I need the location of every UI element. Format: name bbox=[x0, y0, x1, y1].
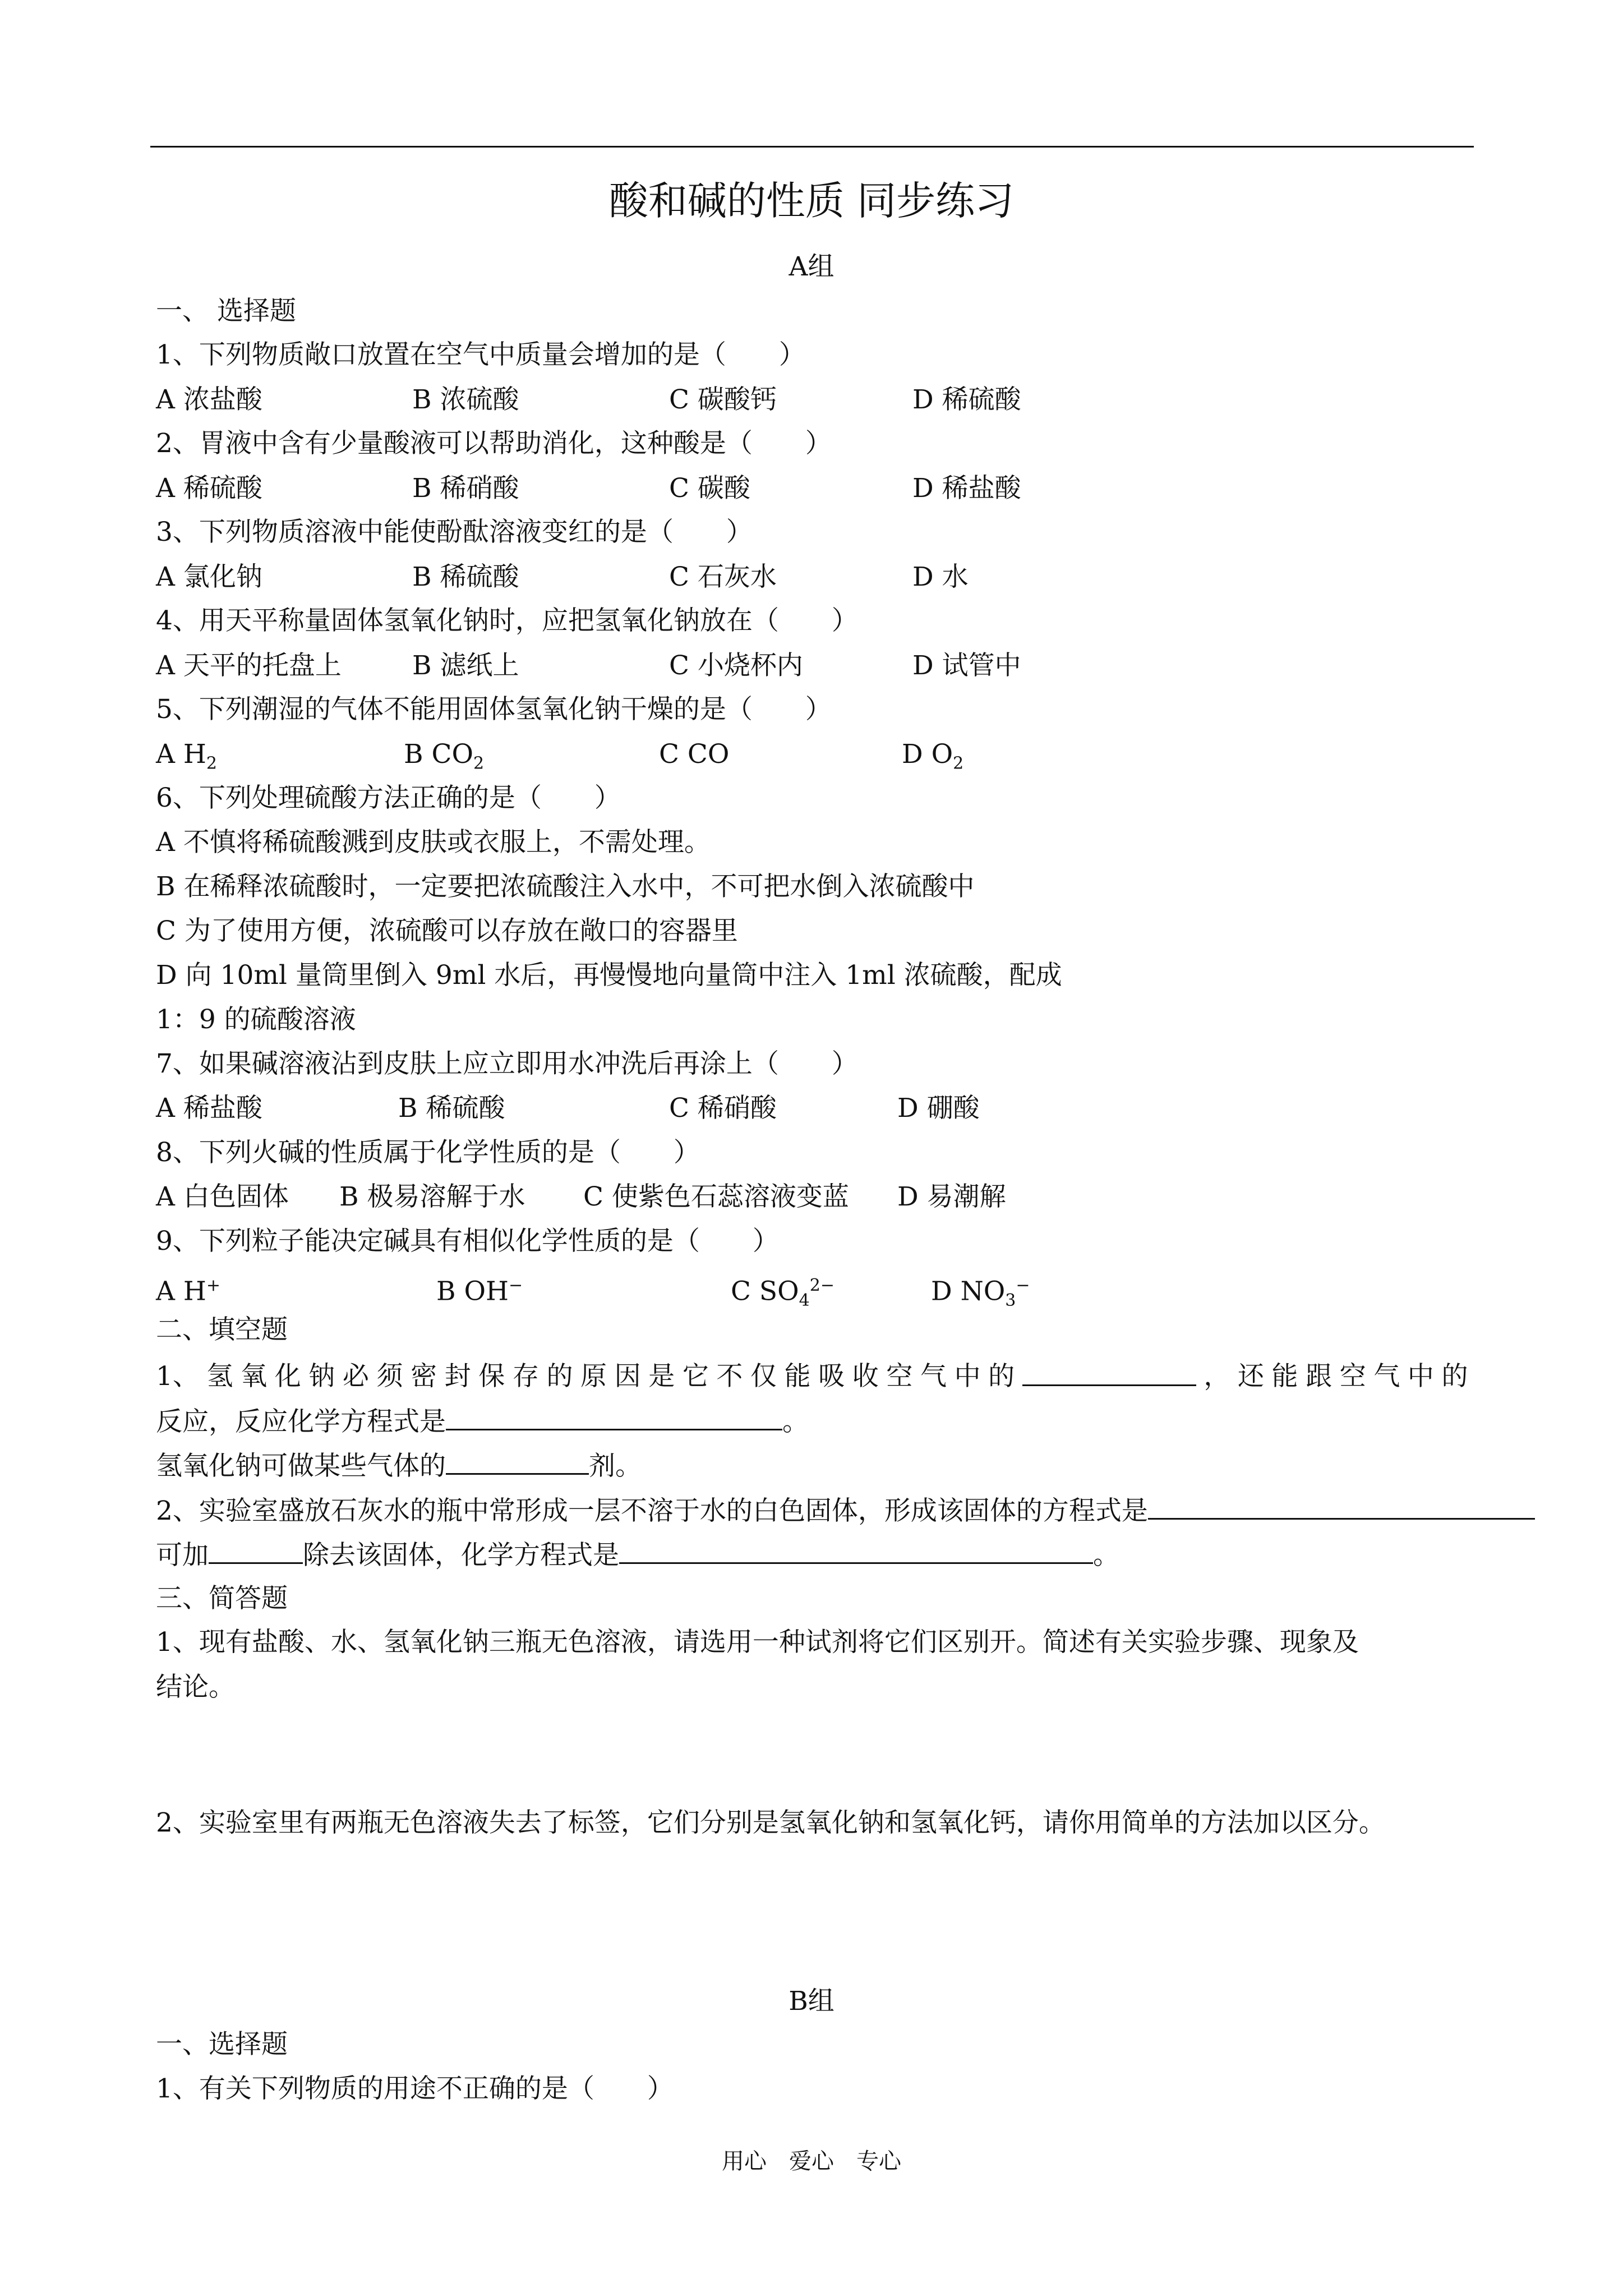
q3-option-c: C 石灰水 bbox=[669, 562, 777, 592]
section-short-answer-heading: 三、简答题 bbox=[156, 1583, 288, 1614]
q8-option-a: A 白色固体 bbox=[156, 1181, 289, 1212]
q3-option-a: A 氯化钠 bbox=[156, 562, 262, 592]
question-1: 1、下列物质敞口放置在空气中质量会增加的是（ ） bbox=[156, 339, 805, 370]
q6-option-b: B 在稀释浓硫酸时，一定要把浓硫酸注入水中，不可把水倒入浓硫酸中 bbox=[156, 871, 975, 902]
q4-option-a: A 天平的托盘上 bbox=[156, 650, 342, 681]
fill-1-blank-3[interactable] bbox=[446, 1448, 589, 1475]
section-fill-heading: 二、填空题 bbox=[156, 1314, 288, 1345]
fill-2-blank-3[interactable] bbox=[619, 1538, 1093, 1564]
fill-2-blank-1[interactable] bbox=[1148, 1493, 1535, 1520]
question-9: 9、下列粒子能决定碱具有相似化学性质的是（ ） bbox=[156, 1226, 779, 1257]
fill-2-line-2: 可加 除去该固体，化学方程式是 。 bbox=[156, 1538, 1119, 1572]
q7-option-d: D 硼酸 bbox=[897, 1093, 980, 1124]
q8-option-d: D 易潮解 bbox=[897, 1181, 1006, 1212]
q2-option-d: D 稀盐酸 bbox=[912, 473, 1021, 504]
section-choice-heading: 一、 选择题 bbox=[156, 296, 296, 326]
fill-1-blank-2[interactable] bbox=[446, 1404, 782, 1430]
q3-option-b: B 稀硫酸 bbox=[412, 562, 519, 592]
q2-option-b: B 稀硝酸 bbox=[412, 473, 519, 504]
q5-option-b: B $CO_2$ bbox=[404, 739, 485, 774]
q9-option-d: D $NO_3^-$ bbox=[931, 1276, 1030, 1311]
q8-option-c: C 使紫色石蕊溶液变蓝 bbox=[583, 1181, 849, 1212]
page-footer: 用心 爱心 专心 bbox=[722, 2148, 901, 2174]
b-section-choice-heading: 一、选择题 bbox=[156, 2029, 288, 2060]
page-title: 酸和碱的性质 同步练习 bbox=[608, 178, 1015, 224]
question-4: 4、用天平称量固体氢氧化钠时，应把氢氧化钠放在（ ） bbox=[156, 605, 858, 636]
q6-option-a: A 不慎将稀硫酸溅到皮肤或衣服上，不需处理。 bbox=[156, 827, 711, 858]
fill-1-line-2: 反应，反应化学方程式是 。 bbox=[156, 1404, 809, 1439]
question-3: 3、下列物质溶液中能使酚酞溶液变红的是（ ） bbox=[156, 517, 753, 547]
question-8: 8、下列火碱的性质属于化学性质的是（ ） bbox=[156, 1137, 700, 1168]
question-2: 2、胃液中含有少量酸液可以帮助消化，这种酸是（ ） bbox=[156, 428, 832, 459]
question-5: 5、下列潮湿的气体不能用固体氢氧化钠干燥的是（ ） bbox=[156, 694, 832, 725]
q5-option-a: A $H_2$ bbox=[156, 739, 217, 774]
short-answer-2: 2、实验室里有两瓶无色溶液失去了标签，它们分别是氢氧化钠和氢氧化钙，请你用简单的方法加以区分。 bbox=[156, 1807, 1385, 1838]
short-answer-1-line-1: 1、现有盐酸、水、氢氧化钠三瓶无色溶液，请选用一种试剂将它们区别开。简述有关实验步骤、现象及 bbox=[156, 1627, 1359, 1658]
q9-option-b: B OH− bbox=[436, 1276, 523, 1307]
b-question-1: 1、有关下列物质的用途不正确的是（ ） bbox=[156, 2073, 674, 2104]
group-a-heading: A组 bbox=[789, 251, 834, 282]
q8-option-b: B 极易溶解于水 bbox=[339, 1181, 525, 1212]
q6-option-d-continued: 1：9 的硫酸溶液 bbox=[156, 1004, 356, 1035]
q3-option-d: D 水 bbox=[912, 562, 969, 592]
q9-option-c: C $SO_4^{2-}$ bbox=[731, 1276, 834, 1311]
q6-option-d: D 向 10ml 量筒里倒入 9ml 水后，再慢慢地向量筒中注入 1ml 浓硫酸，配成 bbox=[156, 960, 1062, 991]
q6-option-c: C 为了使用方便，浓硫酸可以存放在敞口的容器里 bbox=[156, 915, 738, 946]
q1-option-b: B 浓硫酸 bbox=[412, 384, 519, 415]
q7-option-b: B 稀硫酸 bbox=[398, 1093, 505, 1124]
q2-option-a: A 稀硫酸 bbox=[156, 473, 262, 504]
question-6: 6、下列处理硫酸方法正确的是（ ） bbox=[156, 783, 621, 813]
fill-2-blank-2[interactable] bbox=[209, 1538, 303, 1564]
q7-option-a: A 稀盐酸 bbox=[156, 1093, 262, 1124]
fill-1-line-1: 1、 氢 氧 化 钠 必 须 密 封 保 存 的 原 因 是 它 不 仅 能 吸 收 空 气 中 的 ， 还 能 跟 空 气 中 的 bbox=[156, 1361, 1468, 1392]
q1-option-d: D 稀硫酸 bbox=[912, 384, 1021, 415]
q4-option-b: B 滤纸上 bbox=[412, 650, 519, 681]
q7-option-c: C 稀硝酸 bbox=[669, 1093, 777, 1124]
fill-1-blank-1[interactable] bbox=[1022, 1360, 1196, 1386]
header-rule bbox=[150, 146, 1474, 148]
q1-option-a: A 浓盐酸 bbox=[156, 384, 262, 415]
q4-option-c: C 小烧杯内 bbox=[669, 650, 803, 681]
fill-2-line-1: 2、实验室盛放石灰水的瓶中常形成一层不溶于水的白色固体，形成该固体的方程式是 bbox=[156, 1493, 1535, 1528]
question-7: 7、如果碱溶液沾到皮肤上应立即用水冲洗后再涂上（ ） bbox=[156, 1048, 858, 1079]
short-answer-1-line-2: 结论。 bbox=[156, 1672, 235, 1703]
q4-option-d: D 试管中 bbox=[912, 650, 1021, 681]
q2-option-c: C 碳酸 bbox=[669, 473, 750, 504]
q5-option-d: D $O_2$ bbox=[902, 739, 964, 774]
fill-1-line-3: 氢氧化钠可做某些气体的 剂。 bbox=[156, 1448, 642, 1483]
q9-option-a: A H+ bbox=[156, 1276, 221, 1307]
q1-option-c: C 碳酸钙 bbox=[669, 384, 777, 415]
group-b-heading: B组 bbox=[789, 1986, 834, 2017]
q5-option-c: C CO bbox=[659, 739, 730, 770]
